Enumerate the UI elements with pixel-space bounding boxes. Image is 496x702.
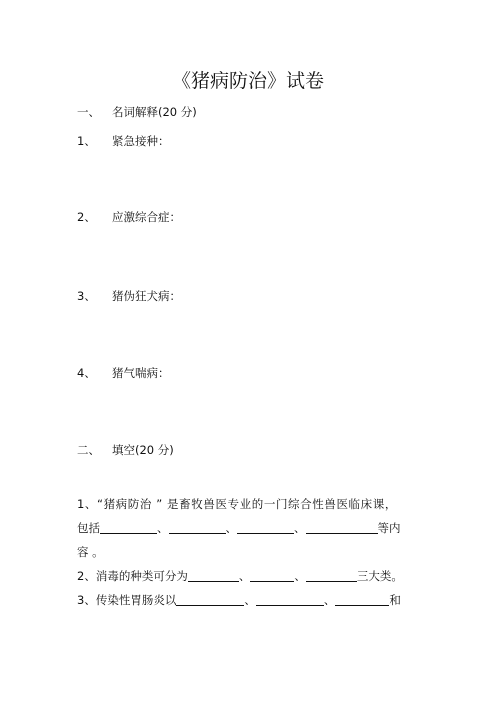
section-1-number: 一、 bbox=[77, 105, 100, 119]
fill-q1-line-2 bbox=[77, 516, 437, 540]
answer-blank[interactable] bbox=[169, 521, 226, 534]
term-number: 2、 bbox=[77, 210, 96, 224]
section-2-label: 填空(20 分) bbox=[112, 443, 174, 457]
fill-q1-line-3: 容 。 bbox=[77, 545, 104, 559]
answer-blank[interactable] bbox=[188, 569, 239, 582]
answer-blank[interactable] bbox=[250, 569, 294, 582]
answer-blank[interactable] bbox=[176, 593, 244, 606]
answer-blank[interactable] bbox=[335, 593, 389, 606]
fill-q3-prefix: 3、传染性胃肠炎以 bbox=[77, 593, 177, 607]
fill-q2-suffix: 三大类。 bbox=[356, 569, 403, 583]
term-label: 猪气喘病： bbox=[112, 366, 170, 380]
fill-question-2 bbox=[77, 564, 437, 588]
fill-q3-suffix: 和 bbox=[389, 593, 401, 607]
section-2-number: 二、 bbox=[77, 443, 100, 457]
exam-title: 《猪病防治》试卷 bbox=[171, 70, 324, 92]
term-label: 应激综合症： bbox=[112, 210, 181, 224]
term-number: 3、 bbox=[77, 289, 96, 303]
section-1-label: 名词解释(20 分) bbox=[112, 105, 197, 119]
separator: 、 bbox=[323, 593, 336, 607]
fill-q1-line-1: 1、“猪病防治 ” 是畜牧兽医专业的一门综合性兽医临床课， bbox=[77, 497, 397, 511]
answer-blank[interactable] bbox=[256, 593, 324, 606]
answer-blank[interactable] bbox=[100, 521, 157, 534]
fill-question-1 bbox=[77, 492, 437, 564]
fill-question-3 bbox=[77, 588, 437, 612]
term-number: 1、 bbox=[77, 134, 96, 148]
term-label: 紧急接种： bbox=[112, 134, 170, 148]
fill-q2-prefix: 2、消毒的种类可分为 bbox=[77, 569, 188, 583]
separator: 、 bbox=[157, 521, 169, 535]
separator: 、 bbox=[238, 569, 251, 583]
term-label: 猪伪狂犬病： bbox=[112, 289, 181, 303]
separator: 、 bbox=[225, 521, 237, 535]
answer-blank[interactable] bbox=[306, 569, 357, 582]
term-number: 4、 bbox=[77, 366, 96, 380]
fill-q1-suffix: 等内 bbox=[377, 521, 401, 535]
separator: 、 bbox=[294, 521, 306, 535]
answer-blank[interactable] bbox=[306, 521, 378, 534]
separator: 、 bbox=[244, 593, 256, 607]
answer-blank[interactable] bbox=[237, 521, 294, 534]
fill-q1-prefix: 包括 bbox=[77, 521, 100, 535]
separator: 、 bbox=[294, 569, 306, 583]
